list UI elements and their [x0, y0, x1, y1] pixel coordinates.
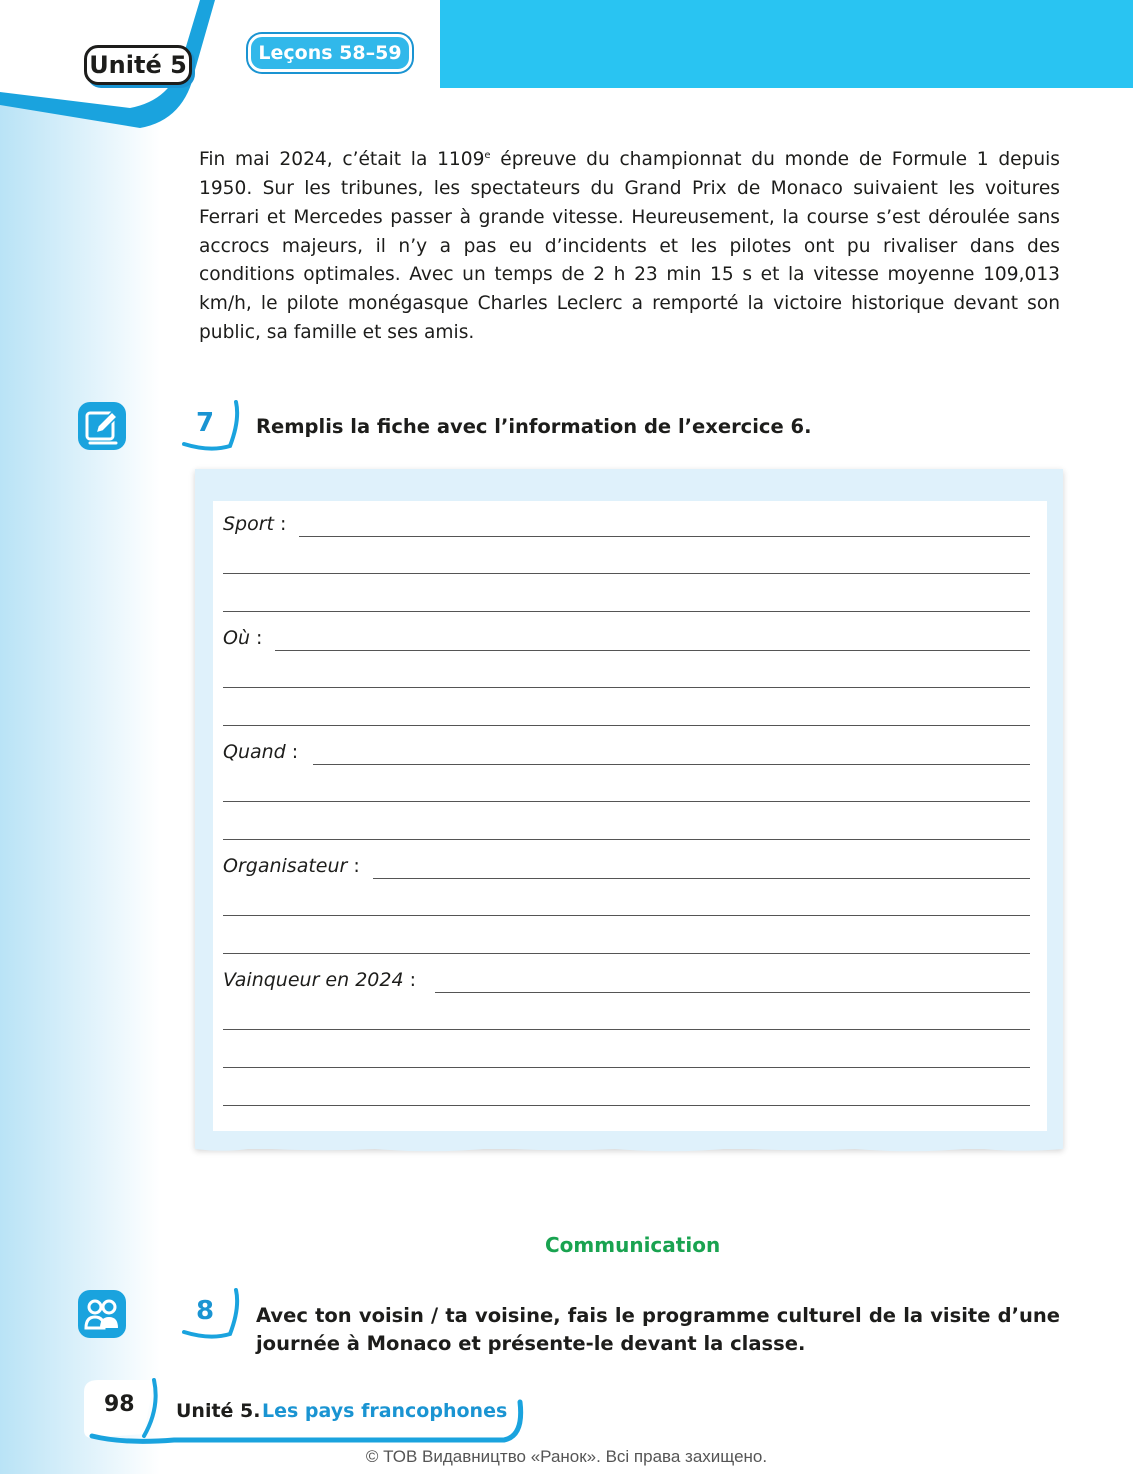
writing-line[interactable] — [223, 839, 1030, 840]
field-organisateur-input[interactable] — [373, 878, 1030, 879]
writing-line[interactable] — [223, 1105, 1030, 1106]
writing-line[interactable] — [223, 801, 1030, 802]
footer-unit-label: Unité 5. — [176, 1400, 261, 1422]
field-organisateur-label: Organisateur : — [223, 855, 360, 877]
lessons-badge: Leçons 58–59 — [248, 34, 412, 72]
field-sport — [223, 509, 1030, 539]
field-ou-input[interactable] — [275, 650, 1030, 651]
writing-line[interactable] — [223, 687, 1030, 688]
field-ou — [223, 623, 1030, 653]
field-ou-label: Où : — [223, 627, 263, 649]
field-quand — [223, 737, 1030, 767]
intro-text-start: Fin mai 2024, c’était la 1109 — [199, 149, 485, 171]
exercise-7-instruction: Remplis la fiche avec l’information de l’exercice 6. — [256, 415, 812, 438]
writing-line[interactable] — [223, 573, 1030, 574]
unit-badge: Unité 5 — [84, 45, 192, 85]
field-vainqueur-input[interactable] — [435, 992, 1030, 993]
pencil-icon — [78, 402, 126, 450]
exercise-8-number: 8 — [180, 1288, 238, 1338]
field-sport-label: Sport : — [223, 513, 287, 535]
torn-edge — [195, 1143, 1063, 1155]
exercise-7-number: 7 — [180, 400, 238, 450]
pair-work-icon — [78, 1290, 126, 1338]
copyright-notice: © ТОВ Видавництво «Ранок». Всі права захищено. — [365, 1447, 768, 1466]
communication-heading: Communication — [545, 1233, 721, 1257]
field-quand-input[interactable] — [313, 764, 1030, 765]
field-vainqueur — [223, 965, 1030, 995]
field-sport-input[interactable] — [299, 536, 1030, 537]
intro-paragraph — [199, 142, 1060, 348]
writing-line[interactable] — [223, 1067, 1030, 1068]
writing-line[interactable] — [223, 953, 1030, 954]
left-decorative-strip — [0, 0, 160, 1474]
intro-superscript: e — [484, 150, 491, 161]
form-sheet — [213, 501, 1047, 1131]
top-header-band — [430, 0, 1133, 88]
field-organisateur — [223, 851, 1030, 881]
writing-line[interactable] — [223, 1029, 1030, 1030]
writing-line[interactable] — [223, 611, 1030, 612]
writing-line[interactable] — [223, 725, 1030, 726]
information-form-card — [195, 469, 1063, 1149]
field-vainqueur-label: Vainqueur en 2024 : — [223, 969, 417, 991]
field-quand-label: Quand : — [223, 741, 299, 763]
exercise-8-instruction: Avec ton voisin / ta voisine, fais le programme culturel de la visite d’une journée à Monaco et présente-le devant la classe. — [256, 1304, 1060, 1355]
writing-line[interactable] — [223, 915, 1030, 916]
footer-unit-title: Les pays francophones — [262, 1400, 508, 1422]
page-number: 98 — [104, 1392, 135, 1417]
intro-text-rest: épreuve du championnat du monde de Formule 1 depuis 1950. Sur les tribunes, les spectateurs du Grand Prix de Monaco suivaient les voitures Ferrari et Mercedes passer à grande vitesse. Heureusement, la course s’est déroulée sans accrocs majeurs, il n’y a pas eu d’incidents et les pilotes ont pu rivaliser dans des conditions optimales. Avec un temps de 2 h 23 min 15 s et la vitesse moyenne 109,013 km/h, le pilote monégasque Charles Leclerc a remporté la victoire historique devant son public, sa famille et ses amis. — [199, 149, 1060, 343]
